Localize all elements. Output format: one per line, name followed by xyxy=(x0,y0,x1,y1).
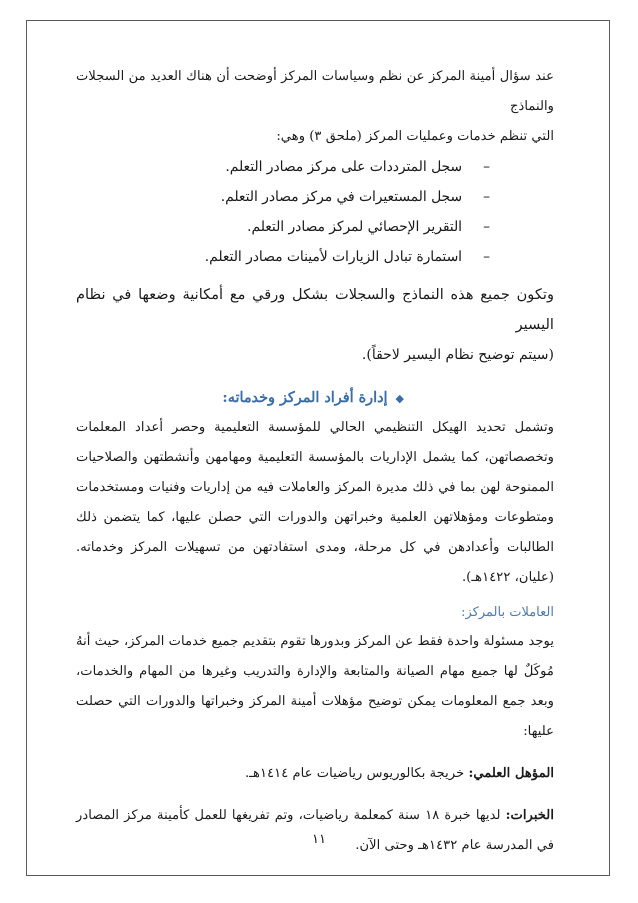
section-paragraph: وتشمل تحديد الهيكل التنظيمي الحالي للمؤسسة التعليمية وحصر أعداد المعلمات وتخصصاتهن، كما يشمل الإداريات بالمؤسسة التعليمية ومهامهن وأنشطتهن والصلاحيات الممنوحة لهن بما في ذلك مديرة المركز والعاملات فيه من إداريات وفنيات ومستخدمات ومتطوعات ومؤهلاتهن العلمية وخبراتهن والدورات التي حصلن عليها، كما يتضمن ذلك الطالبات وأعدادهن في كل مرحلة، ومدى استفادتهن من تسهيلات المركز وخدماته. (عليان، ١٤٢٢هـ). xyxy=(76,420,554,585)
dash-marker: – xyxy=(483,189,490,205)
experience-line: الخبرات: لديها خبرة ١٨ سنة كمعلمة رياضيات، وتم تفريغها للعمل كأمينة مركز المصادر في المدرسة عام ١٤٣٢هـ وحتى الآن. xyxy=(76,808,554,853)
staff-paragraph: يوجد مسئولة واحدة فقط عن المركز وبدورها تقوم بتقديم جميع خدمات المركز، حيث أنهُ مُوكَلٌ لها جميع مهام الصيانة والمتابعة والإدارة والتدريب وغيرها من المهام والخدمات، وبعد جمع المعلومات يمكن توضيح مؤهلات أمينة المركز وخبراتها والدورات التي حصلت عليها: xyxy=(76,634,554,739)
qualification-line: المؤهل العلمي: خريجة بكالوريوس رياضيات عام ١٤١٤هـ. xyxy=(244,766,554,781)
list-item: –استمارة تبادل الزيارات لأمينات مصادر التعلم. xyxy=(76,242,554,272)
diamond-bullet-icon: ◆ xyxy=(395,392,404,405)
intro-line-1: عند سؤال أمينة المركز عن نظم وسياسات المركز أوضحت أن هناك العديد من السجلات والنماذج xyxy=(76,69,554,114)
para2-line-2: (سيتم توضيح نظام اليسير لاحقاً). xyxy=(361,347,554,363)
experience-label: الخبرات: xyxy=(505,808,554,823)
page-number: ١١ xyxy=(312,832,326,847)
para2-line-1: وتكون جميع هذه النماذج والسجلات بشكل ورقي مع أمكانية وضعها في نظام اليسير xyxy=(76,286,554,333)
intro-line-2: التي تنظم خدمات وعمليات المركز (ملحق ٣) وهي: xyxy=(276,129,554,144)
page-content xyxy=(76,62,554,861)
subheading: العاملات بالمركز: xyxy=(461,605,554,620)
dash-marker: – xyxy=(483,249,490,265)
dash-marker: – xyxy=(483,219,490,235)
list-item: –سجل المترددات على مركز مصادر التعلم. xyxy=(76,152,554,182)
list-item: –التقرير الإحصائي لمركز مصادر التعلم. xyxy=(76,212,554,242)
section-heading: ◆إدارة أفراد المركز وخدماته: xyxy=(222,389,404,406)
dash-marker: – xyxy=(483,159,490,175)
list-item: –سجل المستعيرات في مركز مصادر التعلم. xyxy=(76,182,554,212)
qualification-label: المؤهل العلمي: xyxy=(468,766,554,781)
